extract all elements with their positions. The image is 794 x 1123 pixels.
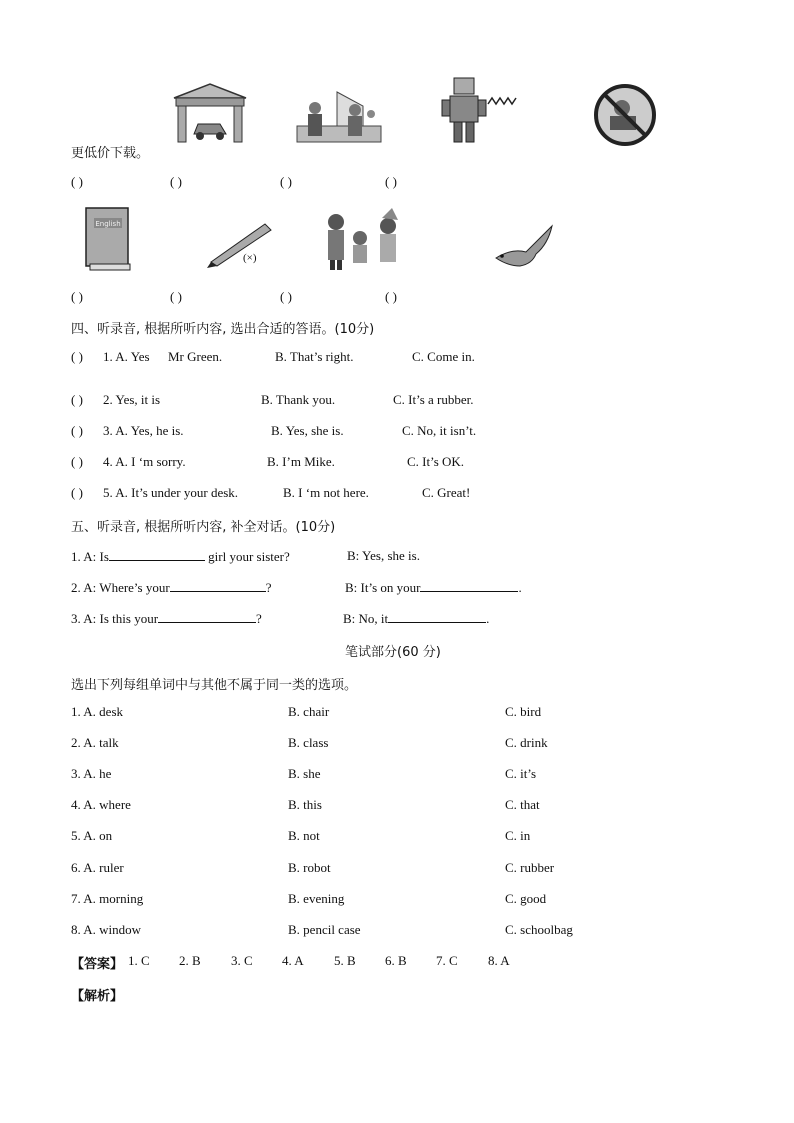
option-c: C. bird	[505, 704, 542, 719]
answer-paren[interactable]: ( )	[71, 349, 83, 364]
option-b: B. not	[288, 828, 320, 843]
option-c: C. schoolbag	[505, 922, 573, 937]
option-c: C. in	[505, 828, 531, 843]
section5-title: 五、听录音, 根据所听内容, 补全对话。(10分)	[71, 520, 336, 535]
option-c: C. drink	[505, 735, 548, 750]
option-b: B. this	[288, 797, 322, 812]
dialogue-b-text: B: It’s on your	[345, 580, 421, 595]
answer-paren[interactable]: ( )	[71, 454, 83, 469]
answer-paren[interactable]: ( )	[71, 392, 83, 407]
dialogue-a-text: 2. A: Where’s your	[71, 580, 170, 595]
garage-car-icon	[170, 82, 250, 144]
option-b: B. class	[288, 735, 329, 750]
question-number: 2. Yes, it is	[103, 392, 161, 407]
dialogue-b-text: .	[518, 580, 522, 595]
answer-item: 1. C	[128, 953, 150, 968]
option-a: 5. A. on	[71, 828, 113, 843]
written-part-heading: 笔试部分(60 分)	[345, 645, 441, 660]
dialogue-line-2	[71, 579, 271, 596]
dialogue-a-text: 3. A: Is this your	[71, 611, 159, 626]
question-number: 1. A. Yes	[103, 349, 150, 364]
fill-blank[interactable]	[388, 610, 486, 623]
answer-paren[interactable]: ( )	[170, 174, 182, 189]
answer-item: 7. C	[436, 953, 458, 968]
option-b: B. evening	[288, 891, 345, 906]
option-b: B. I ‘m not here.	[283, 485, 369, 500]
fill-blank[interactable]	[158, 610, 256, 623]
answer-item: 6. B	[385, 953, 407, 968]
option-c: C. Come in.	[412, 349, 475, 364]
english-book-icon	[82, 204, 134, 272]
option-c: C. that	[505, 797, 540, 812]
option-a: 8. A. window	[71, 922, 142, 937]
answer-item: 3. C	[231, 953, 253, 968]
option-b: B. chair	[288, 704, 330, 719]
fill-blank[interactable]	[109, 548, 205, 561]
answer-paren[interactable]: ( )	[385, 289, 397, 304]
option-b: B. That’s right.	[275, 349, 354, 364]
option-a: 1. A. desk	[71, 704, 123, 719]
option-a: 4. A. where	[71, 797, 131, 812]
watermark-line: 更低价下载。	[71, 146, 150, 161]
option-b: B. Thank you.	[261, 392, 336, 407]
answer-paren[interactable]: ( )	[71, 423, 83, 438]
family-house-icon	[293, 88, 385, 144]
answer-label: 【答案】	[71, 957, 124, 972]
answer-paren[interactable]: ( )	[71, 485, 83, 500]
kids-with-teacher-icon	[322, 208, 412, 272]
option-c: C. Great!	[422, 485, 471, 500]
option-a: 7. A. morning	[71, 891, 144, 906]
answer-item: 4. A	[282, 953, 304, 968]
option-c: C. It’s OK.	[407, 454, 465, 469]
question-number: 5. A. It’s under your desk.	[103, 485, 239, 500]
option-b: B. Yes, she is.	[271, 423, 344, 438]
question-number: 4. A. I ‘m sorry.	[103, 454, 186, 469]
dialogue-line-3	[71, 610, 262, 627]
answer-item: 5. B	[334, 953, 356, 968]
option-b: B. pencil case	[288, 922, 361, 937]
option-c: C. it’s	[505, 766, 537, 781]
question-number: 3. A. Yes, he is.	[103, 423, 184, 438]
option-b: B. she	[288, 766, 321, 781]
option-c: C. It’s a rubber.	[393, 392, 474, 407]
answer-item: 2. B	[179, 953, 201, 968]
answer-paren[interactable]: ( )	[170, 289, 182, 304]
answer-paren[interactable]: ( )	[280, 174, 292, 189]
dialogue-line-1	[71, 548, 290, 565]
no-reading-sign-icon	[592, 82, 658, 148]
fill-blank[interactable]	[420, 579, 518, 592]
dialogue-b-text: B: Yes, she is.	[347, 548, 420, 563]
wrong-mark: (×)	[243, 252, 257, 264]
option-a-extra: Mr Green.	[168, 349, 223, 364]
pencil-wrong-icon	[205, 218, 277, 270]
dialogue-a-text: ?	[265, 580, 272, 595]
bird-icon	[492, 222, 562, 272]
robot-icon	[440, 74, 520, 146]
dialogue-b-line-2	[345, 579, 522, 596]
answer-paren[interactable]: ( )	[71, 289, 83, 304]
fill-blank[interactable]	[170, 579, 266, 592]
section6-instruction: 选出下列每组单词中与其他不属于同一类的选项。	[71, 678, 358, 693]
answer-paren[interactable]: ( )	[385, 174, 397, 189]
option-a: 6. A. ruler	[71, 860, 124, 875]
section4-title: 四、听录音, 根据所听内容, 选出合适的答语。(10分)	[71, 322, 375, 337]
analysis-label: 【解析】	[71, 989, 124, 1004]
dialogue-a-text: ?	[256, 611, 262, 626]
dialogue-a-text: girl your sister?	[208, 549, 290, 564]
dialogue-b-line-3	[343, 610, 489, 627]
option-c: C. good	[505, 891, 547, 906]
dialogue-a-text: 1. A: Is	[71, 549, 109, 564]
option-a: 2. A. talk	[71, 735, 119, 750]
option-a: 3. A. he	[71, 766, 112, 781]
book-title: English	[95, 220, 121, 228]
option-c: C. No, it isn’t.	[402, 423, 477, 438]
dialogue-b-text: .	[486, 611, 490, 626]
option-c: C. rubber	[505, 860, 555, 875]
option-b: B. robot	[288, 860, 331, 875]
option-b: B. I’m Mike.	[267, 454, 335, 469]
answer-paren[interactable]: ( )	[71, 174, 83, 189]
answer-item: 8. A	[488, 953, 510, 968]
answer-paren[interactable]: ( )	[280, 289, 292, 304]
dialogue-b-text: B: No, it	[343, 611, 389, 626]
